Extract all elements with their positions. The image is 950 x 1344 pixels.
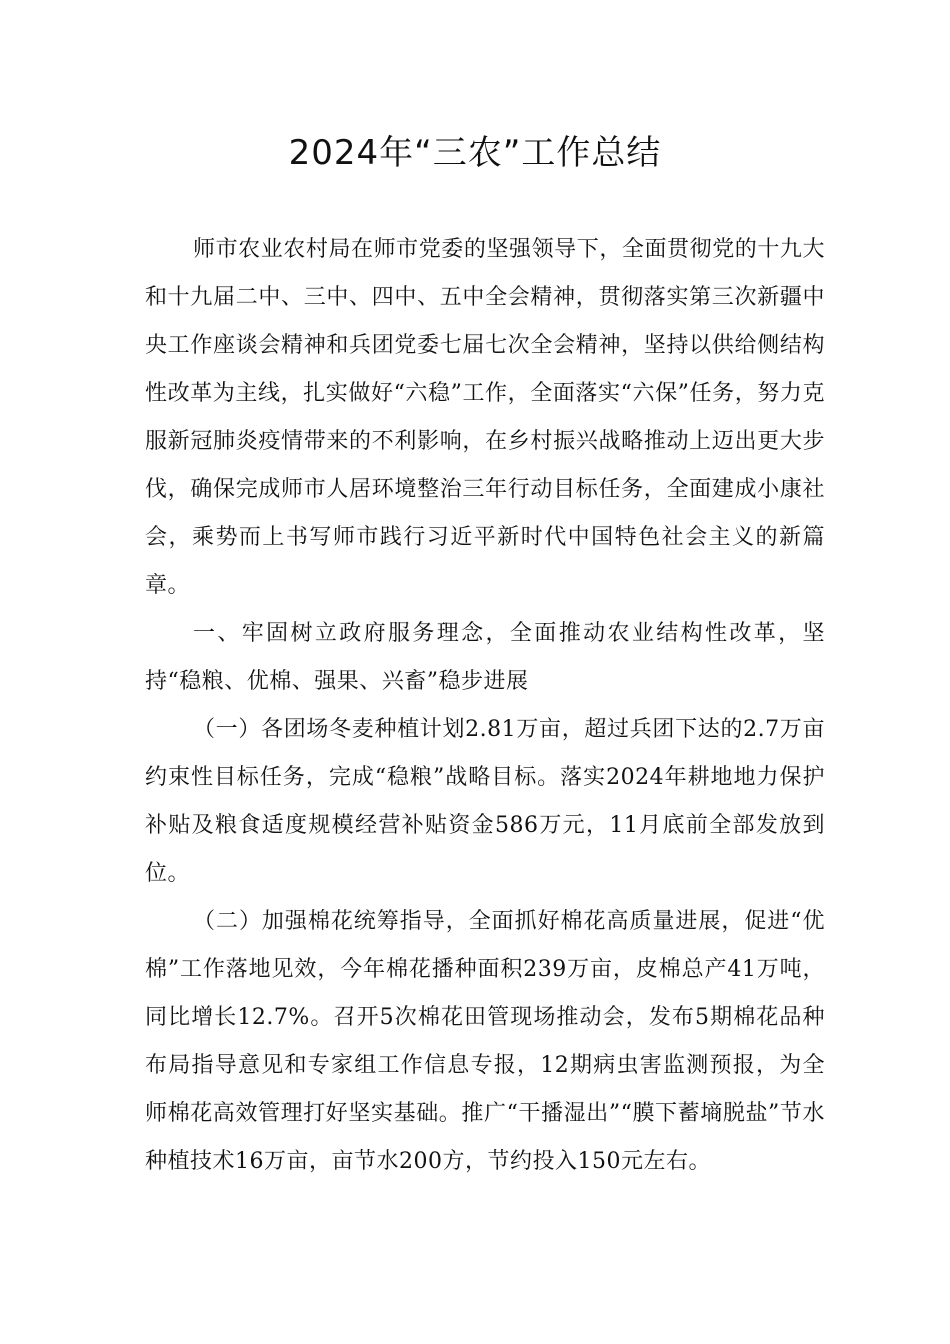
paragraph-cotton: （二）加强棉花统筹指导，全面抓好棉花高质量进展，促进“优棉”工作落地见效，今年棉花播种面积239万亩，皮棉总产41万吨，同比增长12.7%。召开5次棉花田管现场推动会，发布5期棉花品种布局指导意见和专家组工作信息专报，12期病虫害监测预报，为全师棉花高效管理打好坚实基础。推广“干播湿出”“膜下蓄墒脱盐”节水种植技术16万亩，亩节水200方，节约投入150元左右。 [145,909,825,1174]
paragraph-intro: 师市农业农村局在师市党委的坚强领导下，全面贯彻党的十九大和十九届二中、三中、四中、五中全会精神，贯彻落实第三次新疆中央工作座谈会精神和兵团党委七届七次全会精神，坚持以供给侧结构性改革为主线，扎实做好“六稳”工作，全面落实“六保”任务，努力克服新冠肺炎疫情带来的不利影响，在乡村振兴战略推动上迈出更大步伐，确保完成师市人居环境整治三年行动目标任务，全面建成小康社会，乘势而上书写师市践行习近平新时代中国特色社会主义的新篇章。 [145,237,825,598]
section-heading-1: 一、牢固树立政府服务理念，全面推动农业结构性改革，坚持“稳粮、优棉、强果、兴畜”稳步进展 [145,621,825,694]
paragraph-grain: （一）各团场冬麦种植计划2.81万亩，超过兵团下达的2.7万亩约束性目标任务，完成“稳粮”战略目标。落实2024年耕地地力保护补贴及粮食适度规模经营补贴资金586万元，11月底前全部发放到位。 [145,717,825,886]
document-body [145,226,825,1186]
document-title: 2024年“三农”工作总结 [288,133,662,173]
